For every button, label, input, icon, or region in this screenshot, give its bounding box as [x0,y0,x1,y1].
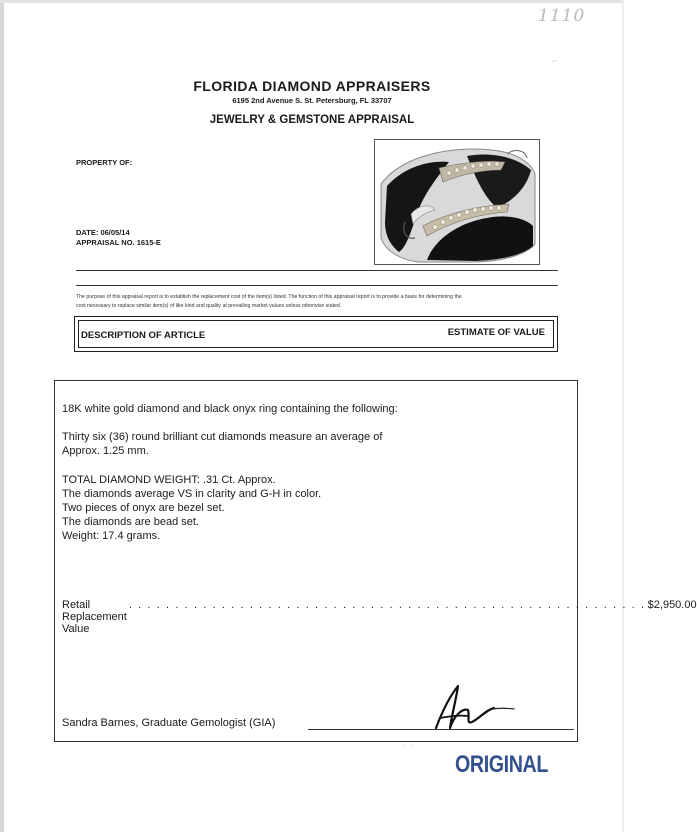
appraisal-number: APPRAISAL NO. 1615-E [76,238,161,247]
description-line: The diamonds average VS in clarity and G-H in color. [62,488,322,500]
purpose-line: The purpose of this appraisal report is to establish the replacement cost of the item(s) listed. The function of this appraisal report is to provide a basis for determining the [76,294,462,300]
ring-photo-icon [375,140,539,264]
leader-dots: . . . . . . . . . . . . . . . . . . . . . . . . . . . . . . . . . . . . . . . . . . . . . . . . . . . . . . . . [128,599,646,611]
document-title: JEWELRY & GEMSTONE APPRAISAL [209,114,415,126]
ring-photo [374,139,540,265]
description-line: Two pieces of onyx are bezel set. [62,502,225,514]
retail-value-label: Retail Replacement Value [62,599,127,635]
signature-icon [428,682,518,739]
description-line: Weight: 17.4 grams. [62,530,161,542]
purpose-line: cost necessary to replace similar item(s) of like kind and quality at prevailing market values unless otherwise stated. [76,303,342,309]
column-header-box [74,316,558,352]
signer-name: Sandra Barnes, Graduate Gemologist (GIA) [62,717,276,729]
appraisal-date: DATE: 06/05/14 [76,228,130,237]
retail-value-row [62,599,697,635]
description-line: Thirty six (36) round brilliant cut diamonds measure an average of [62,431,383,443]
stray-marks: · · [403,743,415,749]
description-line: Approx. 1.25 mm. [62,445,149,457]
retail-value-amount: $2,950.00 [647,599,697,611]
scan-edge-top [0,0,624,3]
description-header: DESCRIPTION OF ARTICLE [81,330,206,341]
company-address: 6195 2nd Avenue S. St. Petersburg, FL 33707 [232,96,392,105]
divider-line [76,270,558,271]
estimate-header: ESTIMATE OF VALUE [447,327,545,338]
company-name: FLORIDA DIAMOND APPRAISERS [193,78,431,94]
purpose-statement [76,293,560,311]
property-of-label: PROPERTY OF: [76,158,133,167]
faint-pencil-mark: ⌐ [552,56,558,67]
description-line: The diamonds are bead set. [62,516,199,528]
description-line: 18K white gold diamond and black onyx ring containing the following: [62,403,398,415]
divider-line [76,285,558,286]
column-header-inner [78,320,554,348]
original-stamp: ORIGINAL [455,751,548,778]
handwritten-page-number: 1110 [538,6,586,26]
description-line: TOTAL DIAMOND WEIGHT: .31 Ct. Approx. [62,474,276,486]
